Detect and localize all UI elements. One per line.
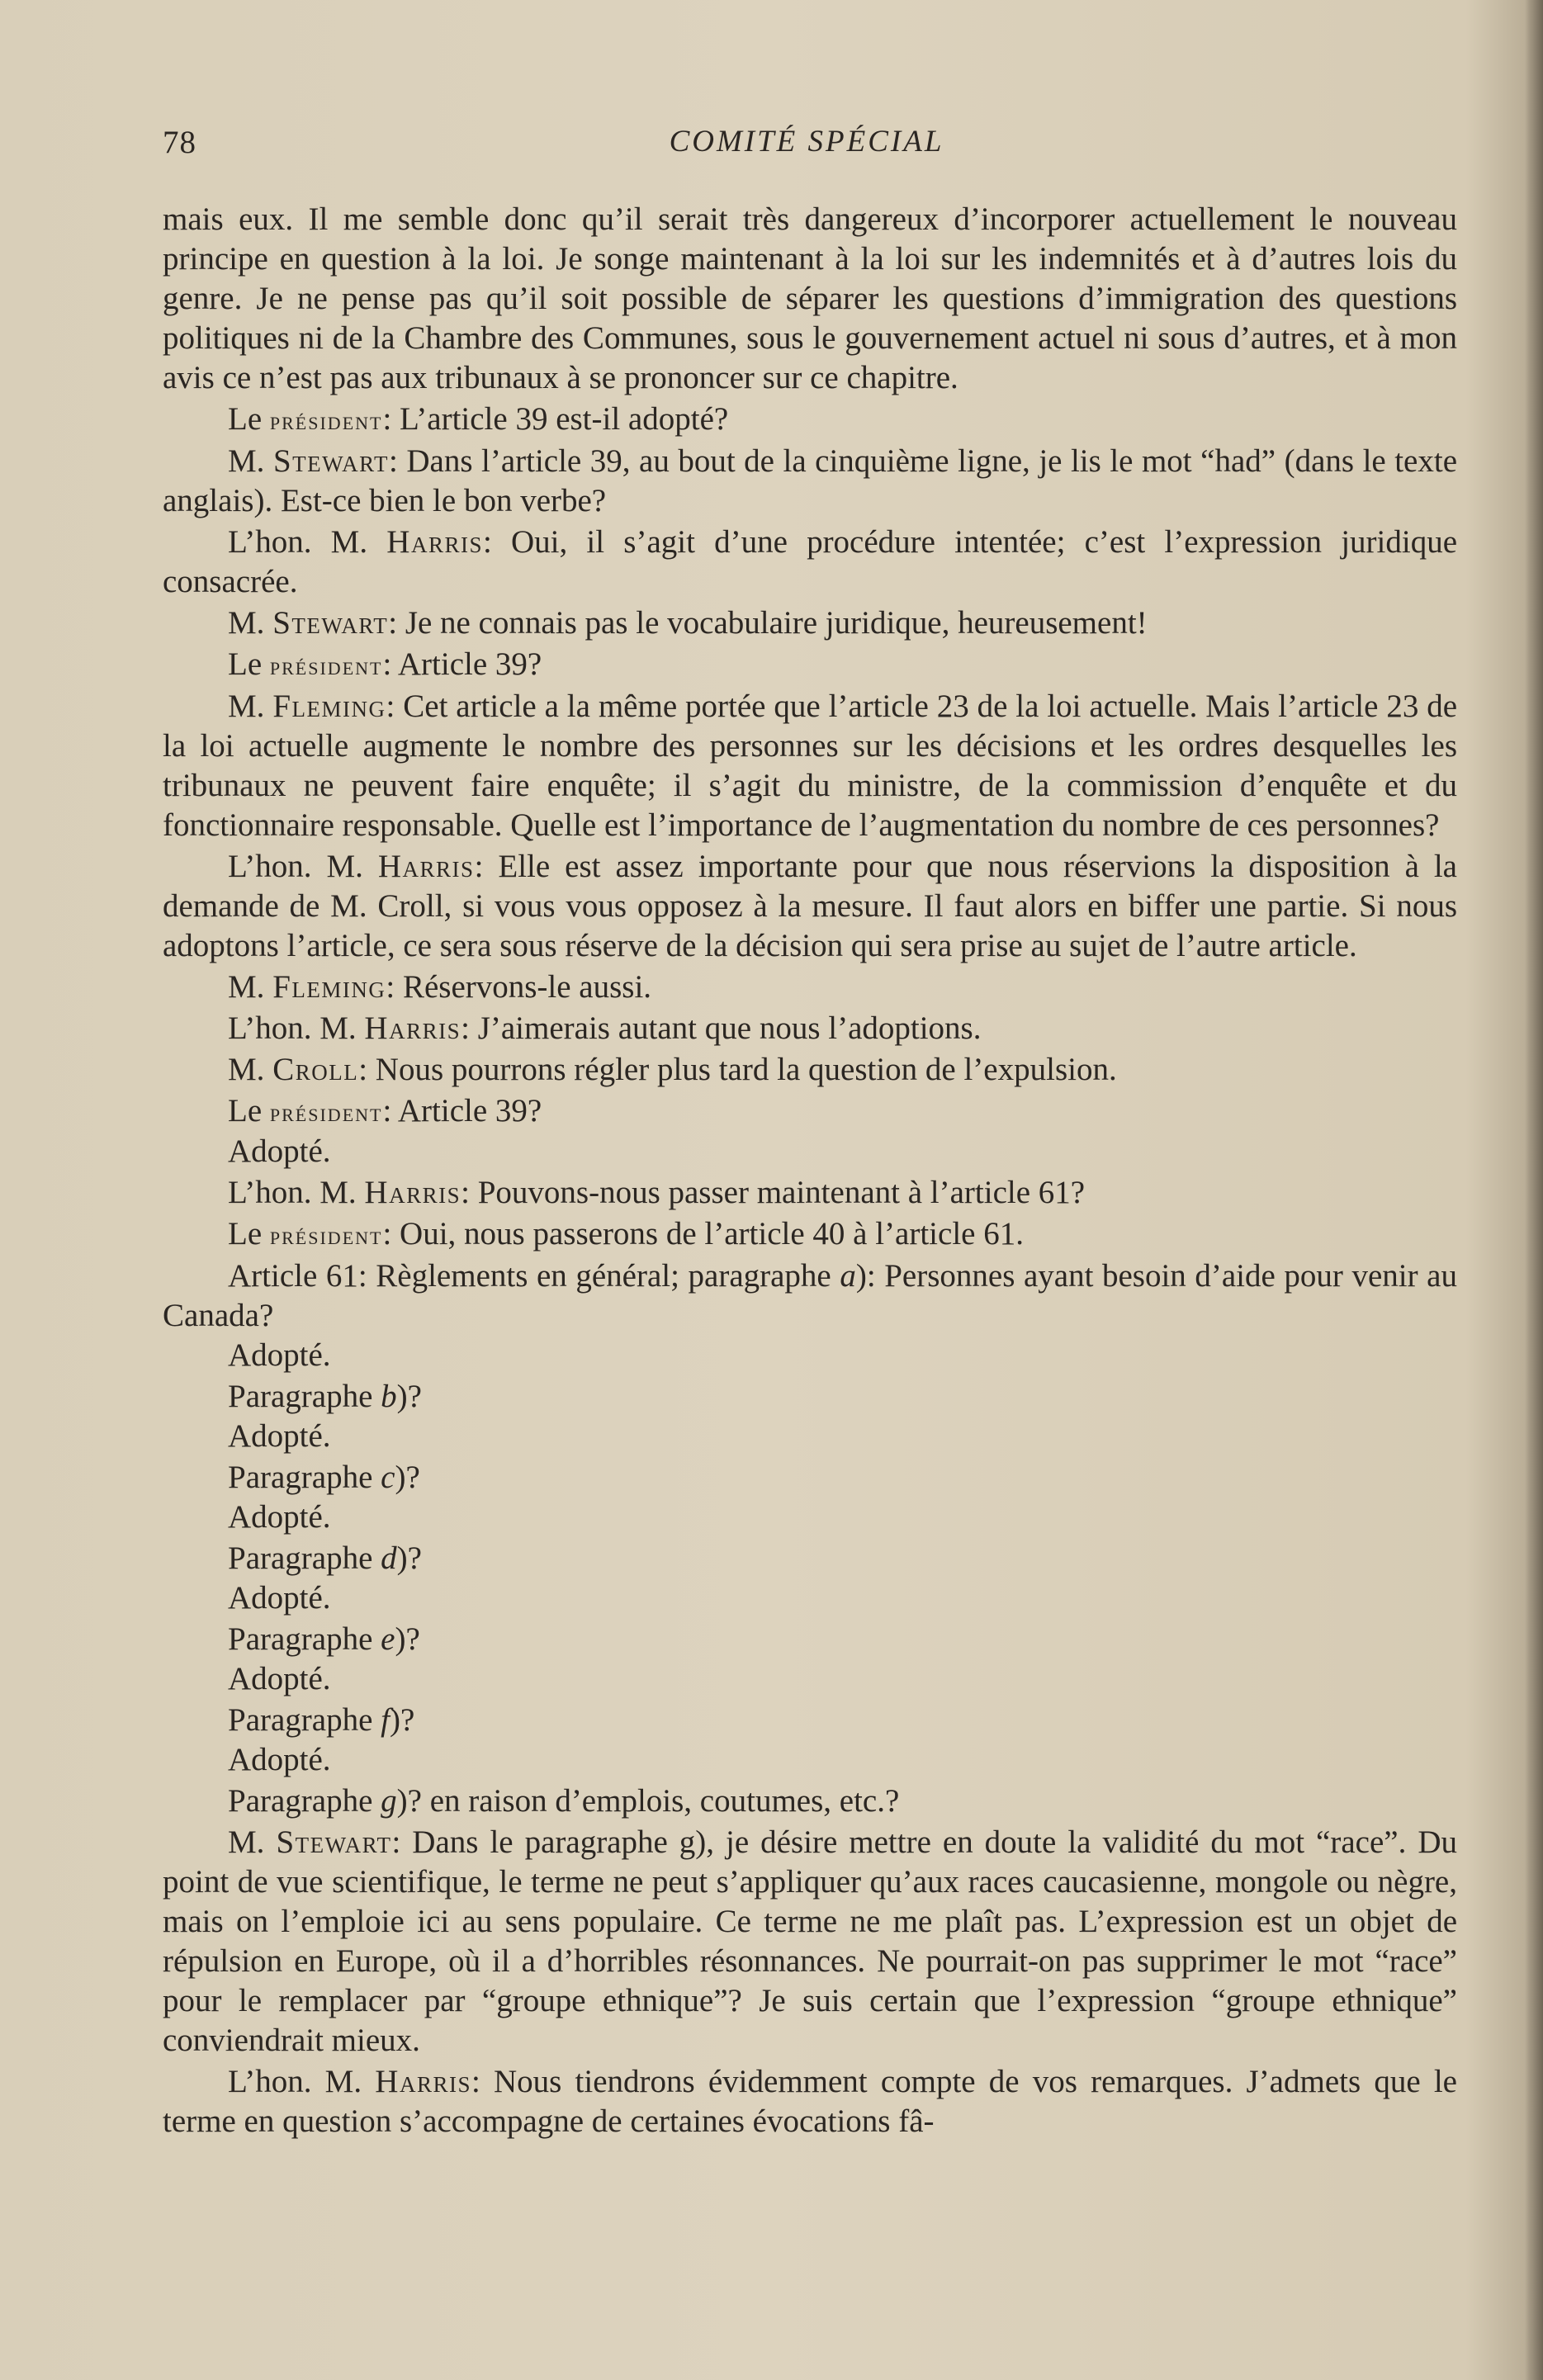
speech-president: Le président: Article 39?: [228, 1093, 542, 1128]
speech-president: Le président: Oui, nous passerons de l’article 40 à l’article 61.: [228, 1216, 1024, 1252]
speaker-name: président: [269, 1097, 383, 1127]
page-edge-shadow: [1525, 0, 1543, 2380]
speaker-name: Harris: [386, 524, 483, 560]
paragraph-b: Paragraphe b)?: [228, 1379, 422, 1414]
page-header: [163, 124, 1451, 173]
adopted-line: Adopté.: [228, 1661, 331, 1696]
speaker-name: Harris: [364, 1010, 461, 1046]
speaker-name: Fleming: [272, 969, 386, 1005]
adopted-line: Adopté.: [228, 1499, 331, 1535]
page-number: 78: [163, 125, 196, 160]
speech-harris: L’hon. M. Harris: Nous tiendrons évidemment compte de vos remarques. J’admets que le terme en question s’accompagne de certaines évocations fâ-: [163, 2064, 1457, 2139]
speaker-name: Harris: [364, 1175, 461, 1210]
adopted-line: Adopté.: [228, 1418, 331, 1454]
speech-stewart: M. Stewart: Je ne connais pas le vocabulaire juridique, heureusement!: [228, 605, 1148, 641]
adopted-line: Adopté.: [228, 1742, 331, 1777]
speech-president: Le président: Article 39?: [228, 646, 542, 682]
adopted-line: Adopté.: [228, 1580, 331, 1616]
paragraph-c: Paragraphe c)?: [228, 1460, 420, 1495]
paragraph-d: Paragraphe d)?: [228, 1540, 422, 1576]
speaker-name: président: [269, 651, 383, 680]
speaker-name: Stewart: [272, 605, 389, 641]
page-body: [163, 200, 1457, 2141]
speech-fleming: M. Fleming: Cet article a la même portée que l’article 23 de la loi actuelle. Mais l’article 23 de la loi actuelle augmente le nombre des personnes sur les décisions et les ordres desquelles les tribunaux ne peuvent faire enquête; il s’agit du ministre, de la commission d’enquête et du fonctionnaire responsable. Quelle est l’importance de l’augmentation du nombre de ces personnes?: [163, 688, 1458, 843]
paragraph-f: Paragraphe f)?: [228, 1702, 415, 1738]
article-61-paragraph-a: Article 61: Règlements en général; paragraphe a): Personnes ayant besoin d’aide pour venir au Canada?: [163, 1258, 1457, 1333]
speech-stewart: M. Stewart: Dans l’article 39, au bout de la cinquième ligne, je lis le mot “had” (dans le texte anglais). Est-ce bien le bon verbe?: [163, 443, 1458, 518]
paragraph-e: Paragraphe e)?: [228, 1621, 420, 1657]
paragraph-g: Paragraphe g)? en raison d’emplois, coutumes, etc.?: [228, 1783, 900, 1819]
speaker-name: Stewart: [272, 443, 389, 479]
speaker-name: Harris: [375, 2064, 471, 2099]
speech-harris: L’hon. M. Harris: J’aimerais autant que nous l’adoptions.: [228, 1010, 982, 1046]
paragraph-continued: mais eux. Il me semble donc qu’il serait très dangereux d’incorporer actuellement le nouveau principe en question à la loi. Je songe maintenant à la loi sur les indemnités et à d’autres lois du genre. Je ne pense pas qu’il soit possible de séparer les questions d’immigration des questions politiques ni de la Chambre des Communes, sous le gouvernement actuel ni sous d’autres, et à mon avis ce n’est pas aux tribunaux à se prononcer sur ce chapitre.: [163, 201, 1457, 395]
speaker-name: président: [269, 405, 383, 435]
speech-stewart: M. Stewart: Dans le paragraphe g), je désire mettre en doute la validité du mot “race”. Du point de vue scientifique, le terme ne peut s’appliquer qu’aux races caucasienne, mongole ou nègre, mais on l’emploie ici au sens populaire. Ce terme ne me plaît pas. L’expression est un objet de répulsion en Europe, où il a d’horribles résonnances. Ne pourrait-on pas supprimer le mot “race” pour le remplacer par “groupe ethnique”? Je suis certain que l’expression “groupe ethnique” conviendrait mieux.: [163, 1824, 1458, 2058]
adopted-line: Adopté.: [228, 1337, 331, 1373]
speech-harris: L’hon. M. Harris: Pouvons-nous passer maintenant à l’article 61?: [228, 1175, 1086, 1210]
speaker-name: Harris: [377, 849, 475, 884]
running-head: COMITÉ SPÉCIAL: [669, 125, 944, 159]
speech-president: Le président: L’article 39 est-il adopté?: [228, 401, 729, 437]
speaker-name: Croll: [272, 1052, 359, 1087]
speaker-name: Fleming: [272, 688, 386, 724]
speech-croll: M. Croll: Nous pourrons régler plus tard la question de l’expulsion.: [228, 1052, 1117, 1087]
speaker-name: président: [269, 1220, 383, 1250]
speech-harris: L’hon. M. Harris: Elle est assez importante pour que nous réservions la disposition à la demande de M. Croll, si vous vous opposez à la mesure. Il faut alors en biffer une partie. Si nous adoptons l’article, ce sera sous réserve de la décision qui sera prise au sujet de l’autre article.: [163, 849, 1457, 963]
adopted-line: Adopté.: [228, 1133, 331, 1169]
speech-harris: L’hon. M. Harris: Oui, il s’agit d’une procédure intentée; c’est l’expression juridique consacrée.: [163, 524, 1458, 599]
speech-fleming: M. Fleming: Réservons-le aussi.: [228, 969, 652, 1005]
speaker-name: Stewart: [276, 1824, 392, 1860]
